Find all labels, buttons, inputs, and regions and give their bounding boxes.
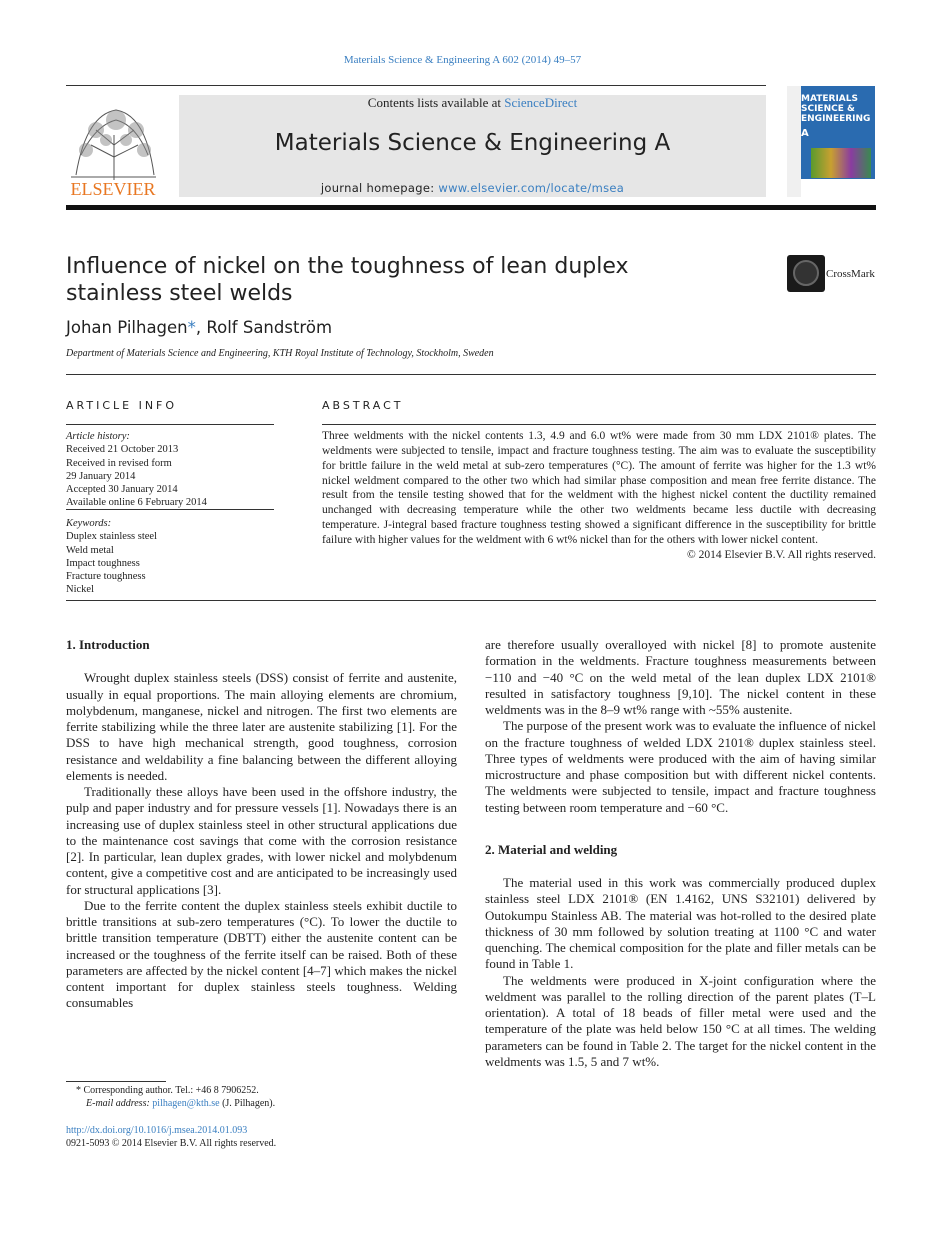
history-item: Received 21 October 2013	[66, 444, 179, 456]
keyword-item: Impact toughness	[66, 557, 140, 569]
paragraph: The purpose of the present work was to evaluate the influence of nickel on the fracture toughness of welded LDX 2101® duplex stainless steel. Three types of weldments were produced with the aim of having similar microstructure and phase composition but with different nickel contents. The weldments were subjected to tensile, impact and fracture toughness testing between room temperature and −60 °C.	[485, 718, 876, 815]
abstract-copyright: © 2014 Elsevier B.V. All rights reserved.	[687, 548, 876, 561]
footnote-block	[76, 1084, 456, 1110]
crossmark-icon[interactable]	[787, 255, 825, 292]
article-history	[66, 430, 274, 510]
sciencedirect-link[interactable]: ScienceDirect	[504, 95, 578, 110]
keyword-item: Nickel	[66, 584, 94, 596]
email-link[interactable]: pilhagen@kth.se	[152, 1098, 220, 1109]
cover-footer	[801, 179, 875, 197]
history-item: 29 January 2014	[66, 470, 136, 482]
issn-line: 0921-5093 © 2014 Elsevier B.V. All rights reserved.	[66, 1138, 277, 1149]
right-column	[485, 637, 876, 1070]
keywords	[66, 517, 274, 597]
author-separator: ,	[195, 318, 207, 337]
cover-image	[811, 148, 871, 178]
article-info-heading: ARTICLE INFO	[66, 399, 178, 412]
author-list	[66, 318, 332, 337]
keywords-label: Keywords:	[66, 518, 112, 529]
left-column	[66, 637, 457, 1012]
homepage-link[interactable]: www.elsevier.com/locate/msea	[438, 181, 625, 195]
info-rule-mid	[66, 509, 274, 510]
paragraph: are therefore usually overalloyed with nickel [8] to promote austenite formation in the weldments. Fracture toughness measurements between −110 and −40 °C on the weld metal of the lean duplex LDX 2101® resulted in satisfactory toughness [9,10]. The nickel content in these weldments was in the 8–9 wt% range with ~55% austenite.	[485, 637, 876, 717]
cover-title: MATERIALS SCIENCE & ENGINEERING	[801, 94, 871, 124]
email-label: E-mail address:	[86, 1098, 153, 1109]
email-suffix: (J. Pilhagen).	[219, 1098, 276, 1109]
elsevier-logo	[66, 95, 161, 198]
footnote-rule	[66, 1081, 166, 1082]
info-rule-top	[66, 424, 274, 425]
title-rule	[66, 374, 876, 375]
crossmark-label[interactable]: CrossMark	[826, 268, 875, 280]
keyword-item: Duplex stainless steel	[66, 531, 157, 543]
history-item: Accepted 30 January 2014	[66, 484, 178, 496]
paragraph: The material used in this work was commercially produced duplex stainless steel LDX 2101® (EN 1.4162, UNS S32101) delivered by Outokumpu Stainless AB. The material was hot-rolled to the desired plate thickness of 30 mm followed by solution treating at 1100 °C and water quenching. The chemical composition for the plate and filler metals can be found in Table 1.	[485, 875, 876, 972]
corresponding-mark[interactable]: *	[187, 318, 196, 337]
history-item: Available online 6 February 2014	[66, 497, 207, 509]
author-2[interactable]: Rolf Sandström	[206, 318, 333, 337]
crossmark-badge-icon	[787, 255, 825, 292]
section-2-heading: 2. Material and welding	[485, 841, 618, 857]
abstract-text: Three weldments with the nickel contents 1.3, 4.9 and 6.0 wt% were made from 30 mm LDX 2101® plates. The weldments were subjected to tensile, impact and fracture toughness testing. The aim was to evaluate the susceptibility for brittle failure in the weld metal at sub-zero temperatures (°C). The amount of ferrite was higher for the 1.3 wt% nickel weldment compared to the other two which had similar phase composition and mean free ferrite distance. The result from the tensile testing showed that for the weldment with the highest nickel content the ductility remained unchanged with decreasing temperature while the other two weldments became less ductile with decreasing temperature. J-integral based fracture toughness testing showed a significant difference in the susceptibility for brittle failure with higher values for the weldment with 6 wt% nickel than for the others with lower nickel content.	[322, 430, 876, 546]
section-1-heading: 1. Introduction	[66, 637, 150, 652]
history-label: Article history:	[66, 431, 130, 442]
journal-reference[interactable]: Materials Science & Engineering A 602 (2014) 49–57	[343, 54, 582, 66]
paragraph: Due to the ferrite content the duplex stainless steels exhibit ductile to brittle transitions at sub-zero temperatures (°C). To lower the ductile to brittle transition temperature (DBTT) either the austenite content can be increased or the toughness of the ferrite itself can be raised. Both of these parameters are affected by the nickel content [4–7] which makes the nickel content important for duplex stainless steels toughness. Welding consumables	[66, 897, 457, 1011]
journal-cover[interactable]	[787, 86, 875, 197]
corresponding-author: * Corresponding author. Tel.: +46 8 7906252.	[76, 1085, 259, 1096]
header-rule	[66, 85, 766, 86]
abstract-heading: ABSTRACT	[322, 399, 404, 412]
doi-link[interactable]: http://dx.doi.org/10.1016/j.msea.2014.01.093	[66, 1125, 248, 1136]
keyword-item: Fracture toughness	[66, 571, 146, 583]
abstract-bottom-rule	[66, 600, 876, 601]
abstract-body	[322, 429, 876, 563]
elsevier-wordmark: ELSEVIER	[70, 179, 156, 198]
elsevier-tree-icon	[66, 95, 161, 198]
cover-strip	[787, 86, 801, 197]
affiliation: Department of Materials Science and Engineering, KTH Royal Institute of Technology, Stockholm, Sweden	[66, 348, 494, 359]
author-1[interactable]: Johan Pilhagen	[66, 318, 188, 337]
abstract-rule	[322, 424, 876, 425]
journal-title: Materials Science & Engineering A	[274, 130, 671, 156]
contents-line	[179, 95, 766, 111]
paragraph: Wrought duplex stainless steels (DSS) consist of ferrite and austenite, usually in equal proportions. The main alloying elements are chromium, molybdenum, manganese, nickel and nitrogen. The first two elements are ferrite stabilizing while the three later are austenite stabilizing [1]. For the DSS to have high mechanical strength, good toughness, corrosion resistance and weldability a fine balancing between the different alloying elements is needed.	[66, 670, 457, 783]
homepage-prefix: journal homepage:	[320, 181, 439, 195]
cover-letter: A	[801, 128, 809, 139]
history-item: Received in revised form	[66, 457, 172, 469]
header-thick-rule	[66, 205, 876, 210]
contents-prefix: Contents lists available at	[367, 95, 505, 110]
keyword-item: Weld metal	[66, 544, 114, 556]
paragraph: The weldments were produced in X-joint configuration where the weldment was parallel to the rolling direction of the parent plates (T–L orientation). A total of 18 beads of filler metal were used and the temperature of the plate was held below 150 °C at all times. The welding parameters can be found in Table 2. The target for the nickel content in the weldments was 1.5, 5 and 7 wt%.	[485, 972, 876, 1069]
article-title: Influence of nickel on the toughness of lean duplex stainless steel welds	[66, 254, 629, 306]
journal-homepage	[179, 181, 766, 195]
paragraph: Traditionally these alloys have been used in the offshore industry, the pulp and paper industry and for pressure vessels [1]. Nowadays there is an increasing use of duplex stainless steel in other structural applications due to the maintenance cost savings that come with the corrosion resistance [2]. In particular, lean duplex grades, with lower nickel and molybdenum content, give a competitive cost and are anticipated to be increasingly used for structural applications [3].	[66, 784, 457, 897]
